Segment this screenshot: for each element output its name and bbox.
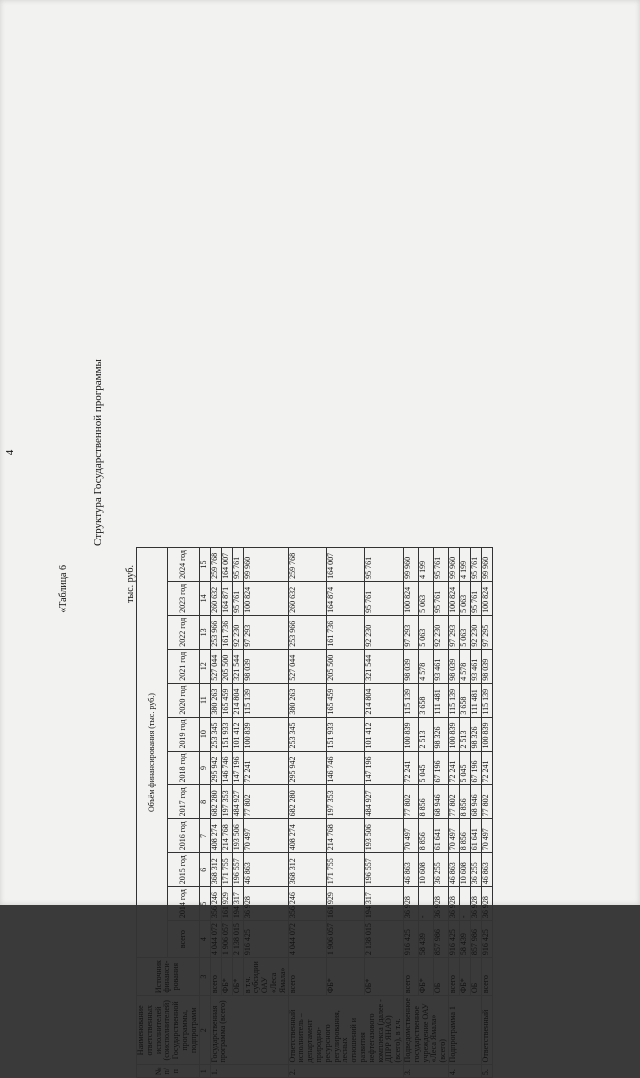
funding-value: 68 946 — [470, 785, 481, 819]
row-name: Государственная программа (всего) — [210, 996, 288, 1065]
funding-value: 46 863 — [448, 853, 459, 887]
funding-value: 5 063 — [418, 615, 433, 649]
header-year-col: всего — [168, 921, 199, 958]
funding-value: 295 942 — [288, 751, 326, 785]
funding-value: 161 929 — [327, 887, 365, 921]
funding-value: 97 293 — [243, 615, 288, 649]
funding-value: 356 246 — [288, 887, 326, 921]
funding-value: 92 230 — [470, 615, 481, 649]
funding-value: 92 230 — [232, 615, 243, 649]
funding-value: 72 241 — [403, 751, 418, 785]
table-row — [481, 548, 492, 1078]
table-row — [210, 548, 221, 1078]
funding-value: 93 461 — [470, 649, 481, 683]
funding-value: 100 824 — [448, 581, 459, 615]
funding-value: 77 802 — [481, 785, 492, 819]
funding-value: 368 312 — [210, 853, 221, 887]
funding-value: 161 929 — [221, 887, 232, 921]
funding-value: 95 761 — [470, 581, 481, 615]
funding-value: 111 481 — [433, 683, 448, 717]
funding-value: 164 871 — [221, 581, 232, 615]
funding-value: 10 608 — [459, 853, 470, 887]
funding-value: 46 863 — [403, 853, 418, 887]
funding-value: 92 230 — [365, 615, 403, 649]
funding-value: 92 230 — [433, 615, 448, 649]
funding-value: 356 246 — [210, 887, 221, 921]
funding-value: - — [459, 887, 470, 921]
funding-value: 111 481 — [470, 683, 481, 717]
funding-value: 916 425 — [243, 921, 288, 958]
table-row — [448, 548, 459, 1078]
header-col-number: 1 — [199, 1065, 210, 1078]
funding-value: 72 241 — [448, 751, 459, 785]
funding-value: 8 856 — [459, 785, 470, 819]
funding-source: ФБ* — [221, 958, 232, 996]
funding-value: 115 139 — [243, 683, 288, 717]
funding-value: 46 863 — [481, 853, 492, 887]
funding-value: 165 459 — [221, 683, 232, 717]
row-number: 4. — [448, 1065, 481, 1078]
header-year-col: 2024 год — [168, 548, 199, 582]
funding-value: 253 345 — [210, 717, 221, 751]
funding-value: 61 641 — [470, 819, 481, 853]
funding-value: 72 241 — [481, 751, 492, 785]
funding-value: 368 312 — [288, 853, 326, 887]
header-no: № п/п — [137, 1065, 200, 1078]
funding-value: 115 139 — [403, 683, 418, 717]
funding-value: 67 196 — [470, 751, 481, 785]
funding-value: 98 326 — [433, 717, 448, 751]
funding-value: 115 139 — [481, 683, 492, 717]
funding-source: ОБ* — [365, 958, 403, 996]
funding-value: 100 839 — [448, 717, 459, 751]
row-name: Ответственный — [481, 996, 492, 1065]
funding-value: 205 500 — [221, 649, 232, 683]
funding-value: 196 557 — [232, 853, 243, 887]
funding-value: 115 139 — [448, 683, 459, 717]
funding-value: 95 761 — [232, 548, 243, 582]
header-col-number: 11 — [199, 683, 210, 717]
funding-value: 95 761 — [232, 581, 243, 615]
funding-value: 408 274 — [288, 819, 326, 853]
funding-value: 100 824 — [403, 581, 418, 615]
funding-value: 97 293 — [448, 615, 459, 649]
header-col-number: 3 — [199, 958, 210, 996]
funding-value: 77 802 — [243, 785, 288, 819]
funding-value: 194 317 — [232, 887, 243, 921]
funding-value: 193 506 — [232, 819, 243, 853]
funding-value: 95 761 — [433, 548, 448, 582]
funding-value: 36 928 — [470, 887, 481, 921]
funding-value: 147 196 — [365, 751, 403, 785]
funding-value: 36 255 — [470, 853, 481, 887]
header-year-col: 2020 год — [168, 683, 199, 717]
funding-value: 95 761 — [433, 581, 448, 615]
funding-value: 77 802 — [403, 785, 418, 819]
header-col-number: 5 — [199, 887, 210, 921]
funding-value: 3 658 — [418, 683, 433, 717]
funding-value: 4 578 — [418, 649, 433, 683]
funding-value: 214 804 — [232, 683, 243, 717]
funding-value: 58 439 — [418, 921, 433, 958]
funding-value: 916 425 — [403, 921, 418, 958]
row-name: Подпрограмма 1 — [448, 996, 481, 1065]
header-col-number: 10 — [199, 717, 210, 751]
funding-value: 95 761 — [365, 581, 403, 615]
funding-value: 8 856 — [418, 785, 433, 819]
row-number: 1. — [210, 1065, 288, 1078]
funding-value: 2 513 — [459, 717, 470, 751]
funding-value: 151 933 — [327, 717, 365, 751]
funding-value: 8 856 — [459, 819, 470, 853]
funding-value: 193 506 — [365, 819, 403, 853]
funding-value: 95 761 — [365, 548, 403, 582]
funding-value: 100 839 — [403, 717, 418, 751]
funding-value: 98 326 — [470, 717, 481, 751]
funding-value: 100 824 — [481, 581, 492, 615]
header-col-number: 8 — [199, 785, 210, 819]
funding-value: 171 755 — [221, 853, 232, 887]
row-number: 5. — [481, 1065, 492, 1078]
funding-value: 857 986 — [470, 921, 481, 958]
funding-source: в т.ч. субсидии ОАУ «Леса Ямала» — [243, 958, 288, 996]
funding-value: 164 874 — [327, 581, 365, 615]
funding-value: 4 044 072 — [210, 921, 221, 958]
funding-value: 4 578 — [459, 649, 470, 683]
header-col-number: 12 — [199, 649, 210, 683]
funding-value: 98 039 — [448, 649, 459, 683]
funding-value: 408 274 — [210, 819, 221, 853]
funding-value: 321 544 — [365, 649, 403, 683]
funding-value: 97 295 — [481, 615, 492, 649]
funding-value: 2 513 — [418, 717, 433, 751]
header-year-col: 2023 год — [168, 581, 199, 615]
funding-source: всего — [288, 958, 326, 996]
funding-source: ФБ* — [459, 958, 470, 996]
funding-value: 3 658 — [459, 683, 470, 717]
funding-source: ОБ — [470, 958, 481, 996]
funding-value: 147 196 — [232, 751, 243, 785]
funding-value: 5 063 — [459, 615, 470, 649]
funding-source: ОБ* — [232, 958, 243, 996]
funding-value: 99 960 — [403, 548, 418, 582]
funding-value: 197 353 — [327, 785, 365, 819]
funding-source: всего — [210, 958, 221, 996]
header-funding: Объём финансирования (тыс. руб.) — [137, 548, 168, 958]
funding-value: 484 927 — [232, 785, 243, 819]
header-name: Наименование ответственных исполнителей (соисполнителей) Государственной программы, подпрограмм — [137, 996, 200, 1065]
funding-value: 5 045 — [459, 751, 470, 785]
header-year-col: 2016 год — [168, 819, 199, 853]
funding-value: 916 425 — [448, 921, 459, 958]
funding-value: 916 425 — [481, 921, 492, 958]
funding-value: 70 497 — [403, 819, 418, 853]
funding-value: 36 928 — [481, 887, 492, 921]
funding-value: 260 632 — [288, 581, 326, 615]
header-year-col: 2014 год — [168, 887, 199, 921]
header-col-number: 9 — [199, 751, 210, 785]
funding-value: - — [418, 887, 433, 921]
funding-value: 164 007 — [327, 548, 365, 582]
header-col-number: 14 — [199, 581, 210, 615]
header-year-col: 2015 год — [168, 853, 199, 887]
header-year-col: 2017 год — [168, 785, 199, 819]
funding-value: 98 039 — [243, 649, 288, 683]
funding-value: 4 199 — [418, 548, 433, 582]
funding-value: 97 293 — [403, 615, 418, 649]
funding-value: 4 044 072 — [288, 921, 326, 958]
funding-value: 161 736 — [221, 615, 232, 649]
funding-value: 527 044 — [288, 649, 326, 683]
funding-value: 146 746 — [327, 751, 365, 785]
funding-value: 100 839 — [481, 717, 492, 751]
funding-source: всего — [403, 958, 418, 996]
funding-value: 98 039 — [403, 649, 418, 683]
header-col-number: 6 — [199, 853, 210, 887]
page-number: 4 — [4, 449, 16, 456]
funding-value: 5 063 — [418, 581, 433, 615]
funding-value: 380 263 — [210, 683, 221, 717]
funding-value: 259 768 — [288, 548, 326, 582]
table-row — [403, 548, 418, 1078]
funding-value: 2 138 015 — [232, 921, 243, 958]
funding-value: 151 933 — [221, 717, 232, 751]
funding-value: 321 544 — [232, 649, 243, 683]
funding-value: 682 280 — [210, 785, 221, 819]
funding-value: 146 746 — [221, 751, 232, 785]
funding-value: 68 946 — [433, 785, 448, 819]
funding-value: 36 928 — [403, 887, 418, 921]
funding-value: 77 802 — [448, 785, 459, 819]
row-number: 3. — [403, 1065, 448, 1078]
header-year-col: 2022 год — [168, 615, 199, 649]
funding-value: 98 039 — [481, 649, 492, 683]
funding-value: 58 439 — [459, 921, 470, 958]
funding-value: 259 768 — [210, 548, 221, 582]
row-number: 2. — [288, 1065, 403, 1078]
header-source: Источник финанси-рования — [137, 958, 200, 996]
row-name: Ответственный исполнитель – департамент природно-ресурсного регулирования, лесных отношений и развития нефтегазового комплекса (далее - ДПРР ЯНАО) (всего), в т.ч. — [288, 996, 403, 1065]
funding-value: 295 942 — [210, 751, 221, 785]
funding-value: 5 063 — [459, 581, 470, 615]
funding-value: 70 497 — [448, 819, 459, 853]
funding-value: 194 317 — [365, 887, 403, 921]
funding-value: 99 960 — [448, 548, 459, 582]
funding-value: 857 986 — [433, 921, 448, 958]
header-col-number: 7 — [199, 819, 210, 853]
funding-value: 101 412 — [365, 717, 403, 751]
funding-value: 214 804 — [365, 683, 403, 717]
funding-value: 5 045 — [418, 751, 433, 785]
funding-value: 380 263 — [288, 683, 326, 717]
funding-source: всего — [481, 958, 492, 996]
funding-value: 253 345 — [288, 717, 326, 751]
funding-value: 527 044 — [210, 649, 221, 683]
table-label: «Таблица 6 — [58, 565, 69, 613]
header-year-col: 2021 год — [168, 649, 199, 683]
funding-value: 682 280 — [288, 785, 326, 819]
funding-value: 1 906 057 — [221, 921, 232, 958]
funding-value: 10 608 — [418, 853, 433, 887]
header-year-col: 2018 год — [168, 751, 199, 785]
funding-value: 70 497 — [243, 819, 288, 853]
program-structure-table — [136, 547, 493, 1078]
funding-source: ФБ* — [327, 958, 365, 996]
header-col-number: 2 — [199, 996, 210, 1065]
funding-value: 72 241 — [243, 751, 288, 785]
funding-value: 36 928 — [448, 887, 459, 921]
funding-value: 205 500 — [327, 649, 365, 683]
funding-value: 93 461 — [433, 649, 448, 683]
funding-value: 61 641 — [433, 819, 448, 853]
funding-value: 99 960 — [243, 548, 288, 582]
header-col-number: 4 — [199, 921, 210, 958]
funding-source: ОБ — [433, 958, 448, 996]
funding-value: 95 761 — [470, 548, 481, 582]
funding-value: 214 768 — [221, 819, 232, 853]
funding-value: 100 824 — [243, 581, 288, 615]
funding-value: 8 856 — [418, 819, 433, 853]
funding-value: 67 196 — [433, 751, 448, 785]
row-name: Подведомственное государственное учреждение ОАУ «Леса Ямала» (всего) — [403, 996, 448, 1065]
units-label: тыс. руб. — [125, 565, 136, 603]
header-col-number: 13 — [199, 615, 210, 649]
funding-value: 70 497 — [481, 819, 492, 853]
funding-value: 2 138 015 — [365, 921, 403, 958]
funding-value: 253 966 — [210, 615, 221, 649]
funding-value: 214 768 — [327, 819, 365, 853]
funding-value: 197 353 — [221, 785, 232, 819]
funding-value: 484 927 — [365, 785, 403, 819]
funding-value: 260 632 — [210, 581, 221, 615]
funding-value: 253 966 — [288, 615, 326, 649]
funding-value: 4 199 — [459, 548, 470, 582]
header-year-col: 2019 год — [168, 717, 199, 751]
funding-value: 171 755 — [327, 853, 365, 887]
page-title: Структура Государственной программы — [92, 359, 104, 546]
funding-value: 100 839 — [243, 717, 288, 751]
funding-value: 36 255 — [433, 853, 448, 887]
funding-value: 46 863 — [243, 853, 288, 887]
funding-value: 36 928 — [243, 887, 288, 921]
funding-source: ФБ* — [418, 958, 433, 996]
funding-value: 101 412 — [232, 717, 243, 751]
funding-value: 99 960 — [481, 548, 492, 582]
funding-value: 196 557 — [365, 853, 403, 887]
funding-value: 1 906 057 — [327, 921, 365, 958]
funding-source: всего — [448, 958, 459, 996]
funding-value: 164 007 — [221, 548, 232, 582]
funding-value: 165 459 — [327, 683, 365, 717]
table-row — [288, 548, 326, 1078]
funding-value: 161 736 — [327, 615, 365, 649]
funding-value: 36 928 — [433, 887, 448, 921]
header-col-number: 15 — [199, 548, 210, 582]
